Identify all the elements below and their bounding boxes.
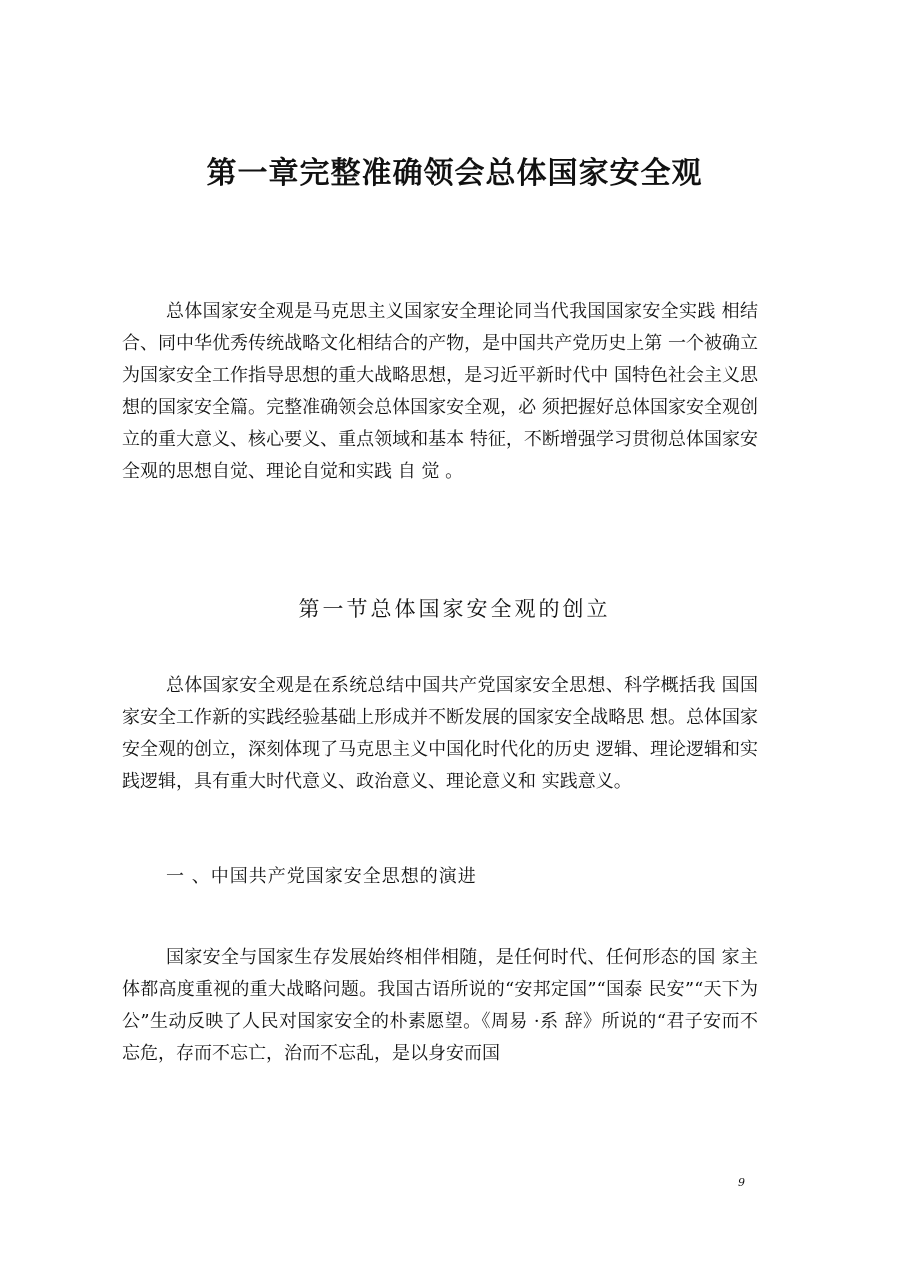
page-number: 9	[738, 1176, 745, 1189]
subsection-paragraph: 国家安全与国家生存发展始终相伴相随，是任何时代、任何形态的国 家主体都高度重视的重大战略问题。我国古语所说的“安邦定国”“国泰 民安”“天下为公”生动反映了人民对国家安全的朴素愿望。《周易 ·系 辞》所说的“君子安而不忘危，存而不忘亡，治而不忘乱，是以身安而国	[122, 947, 758, 1064]
chapter-title: 第一章完整准确领会总体国家安全观	[206, 156, 703, 191]
section-title: 第一节总体国家安全观的创立	[298, 597, 611, 621]
intro-paragraph: 总体国家安全观是马克思主义国家安全理论同当代我国国家安全实践 相结合、同中华优秀传统战略文化相结合的产物，是中国共产党历史上第 一个被确立为国家安全工作指导思想的重大战略思想，是习近平新时代中 国特色社会主义思想的国家安全篇。完整准确领会总体国家安全观，必 须把握好总体国家安全观创立的重大意义、核心要义、重点领域和基本 特征，不断增强学习贯彻总体国家安全观的思想自觉、理论自觉和实践 自 觉 。	[122, 301, 758, 482]
subsection-title: 一 、中国共产党国家安全思想的演进	[166, 866, 477, 887]
section-paragraph: 总体国家安全观是在系统总结中国共产党国家安全思想、科学概括我 国国家安全工作新的实践经验基础上形成并不断发展的国家安全战略思 想。总体国家安全观的创立，深刻体现了马克思主义中国化时代化的历史 逻辑、理论逻辑和实践逻辑，具有重大时代意义、政治意义、理论意义和 实践意义。	[122, 675, 758, 792]
